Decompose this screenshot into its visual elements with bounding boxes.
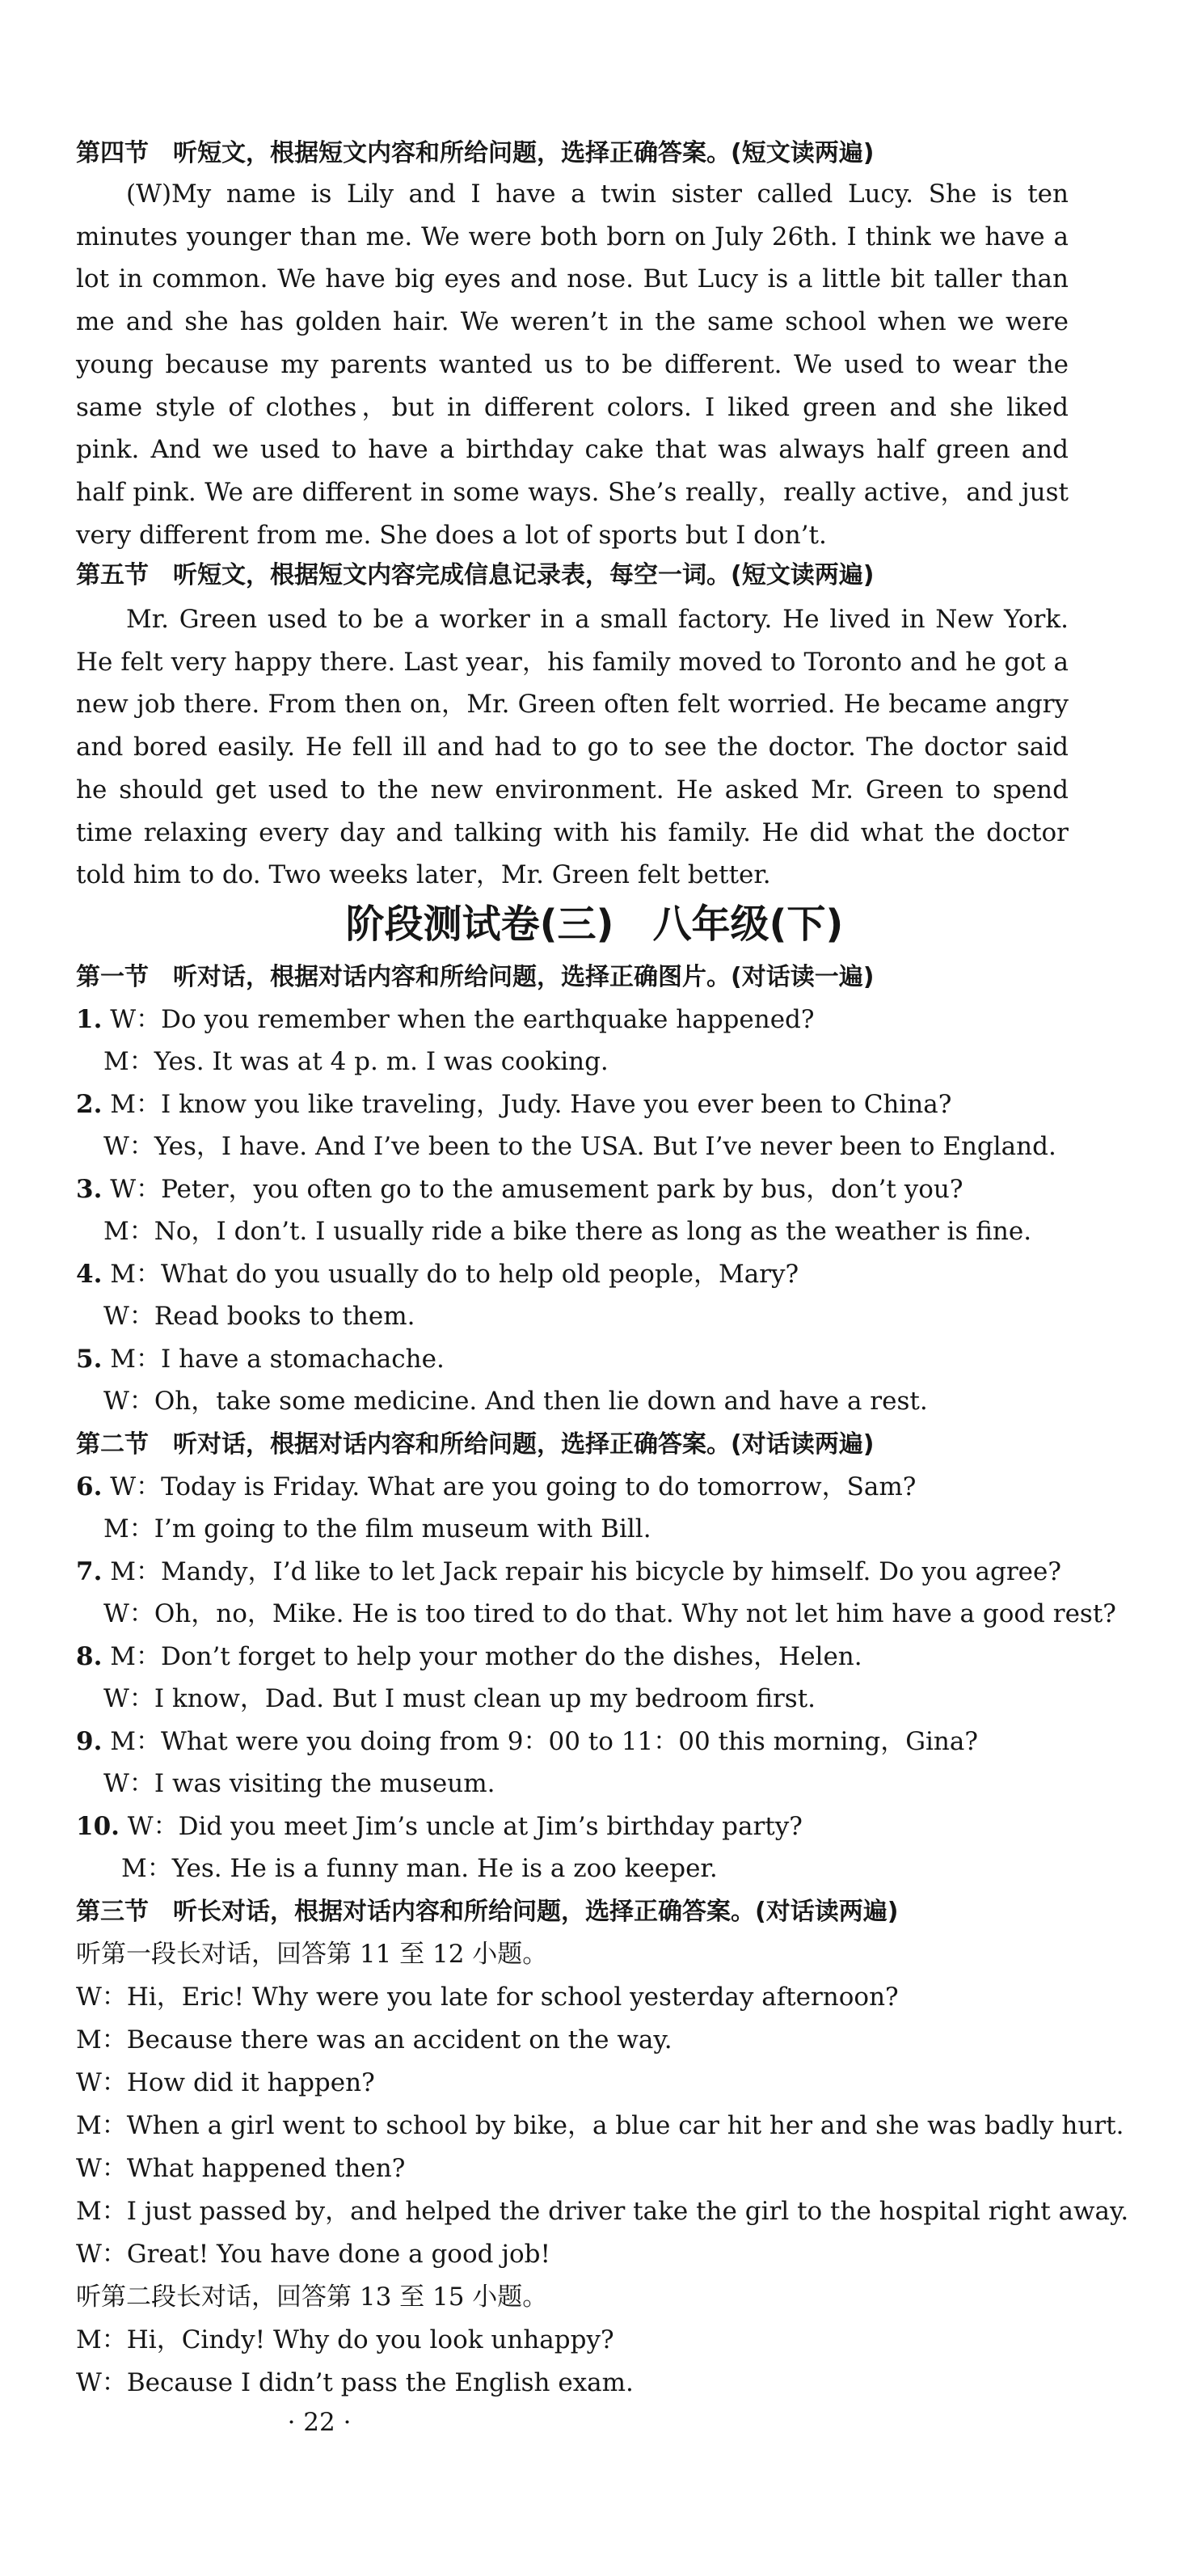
part-3-heading: 第三节 听长对话，根据对话内容和所给问题，选择正确答案。(对话读两遍) [76, 1898, 899, 1926]
part-2-heading: 第二节 听对话，根据对话内容和所给问题，选择正确答案。(对话读两遍) [76, 1430, 875, 1459]
dialog-question [76, 1556, 1061, 1588]
dialog-line: W：Oh，no，Mike. He is too tired to do that. Why not let him have a good rest? [103, 1599, 1116, 1628]
dialog-line: W：I know，Dad. But I must clean up my bedroom first. [103, 1684, 816, 1713]
dialog-line: M：Don’t forget to help your mother do the dishes，Helen. [102, 1642, 862, 1671]
dialog-line: W：I was visiting the museum. [103, 1769, 495, 1798]
dialog-line: M：Yes. He is a funny man. He is a zoo keeper. [121, 1854, 718, 1883]
instruction-line: 听第二段长对话，回答第 13 至 15 小题。 [76, 2283, 548, 2312]
dialog-line: M：When a girl went to school by bike，a blue car hit her and she was badly hurt. [76, 2111, 1124, 2140]
dialog-line: W：Hi，Eric! Why were you late for school yesterday afternoon? [76, 1983, 899, 2012]
dialog-line: M：Yes. It was at 4 p. m. I was cooking. [103, 1047, 609, 1076]
dialog-line: M：No，I don’t. I usually ride a bike there as long as the weather is fine. [103, 1217, 1032, 1246]
dialog-line: M：What were you doing from 9：00 to 11：00 this morning，Gina? [102, 1727, 978, 1756]
dialog-question [76, 1641, 862, 1673]
dialog-line: W：Yes，I have. And I’ve been to the USA. But I’ve never been to England. [103, 1132, 1056, 1161]
dialog-line: W：Because I didn’t pass the English exam. [76, 2368, 634, 2397]
section-5-passage: Mr. Green used to be a worker in a small factory. He lived in New York. He felt very happy there. Last year，his family moved to Toronto and he got a new job there. From then on，Mr. Green often felt worried. He became angry and bored easily. He fell ill and had to go to see the doctor. The doctor said he should get used to the new environment. He asked Mr. Green to spend time relaxing every day and talking with his family. He did what the doctor told him to do. Two weeks later，Mr. Green felt better. [76, 605, 1069, 890]
section-4-heading: 第四节 听短文，根据短文内容和所给问题，选择正确答案。(短文读两遍) [76, 139, 875, 167]
question-number: 6. [76, 1472, 103, 1501]
dialog-line: W：Oh，take some medicine. And then lie down and have a rest. [103, 1387, 928, 1416]
test-title: 阶段测试卷(三) 八年级(下) [345, 902, 844, 947]
dialog-line: W：Today is Friday. What are you going to do tomorrow，Sam? [102, 1472, 917, 1501]
page-number: · 22 · [287, 2408, 352, 2437]
dialog-line: M：I have a stomachache. [102, 1345, 445, 1374]
dialog-line: M：What do you usually do to help old people，Mary? [102, 1260, 799, 1289]
dialog-question [76, 1088, 951, 1121]
question-number: 2. [76, 1090, 103, 1119]
dialog-line: W：What happened then? [76, 2154, 406, 2183]
question-number: 5. [76, 1345, 103, 1374]
question-number: 1. [76, 1005, 103, 1034]
dialog-line: W：Read books to them. [103, 1302, 415, 1331]
dialog-line: W：Great! You have done a good job! [76, 2240, 550, 2269]
question-number: 3. [76, 1175, 103, 1204]
question-number: 9. [76, 1727, 103, 1756]
dialog-question [76, 1725, 978, 1758]
dialog-question [76, 1173, 963, 1206]
dialog-line: M：I’m going to the film museum with Bill. [103, 1514, 651, 1543]
dialog-line: W：Do you remember when the earthquake happened? [102, 1005, 815, 1034]
dialog-line: M：Hi，Cindy! Why do you look unhappy? [76, 2325, 614, 2354]
dialog-line: W：Did you meet Jim’s uncle at Jim’s birthday party? [119, 1812, 803, 1841]
dialog-line: M：I just passed by，and helped the driver take the girl to the hospital right away. [76, 2197, 1129, 2226]
dialog-question [76, 1471, 916, 1503]
dialog-question [76, 1810, 803, 1843]
dialog-line: M：I know you like traveling，Judy. Have you ever been to China? [102, 1090, 952, 1119]
instruction-line: 听第一段长对话，回答第 11 至 12 小题。 [76, 1940, 548, 1969]
section-4-passage: (W)My name is Lily and I have a twin sister called Lucy. She is ten minutes younger than me. We were both born on July 26th. I think we have a lot in common. We have big eyes and nose. But Lucy is a little bit taller than me and she has golden hair. We weren’t in the same school when we were young because my parents wanted us to be different. We used to wear the same style of clothes，but in different colors. I liked green and she liked pink. And we used to have a birthday cake that was always half green and half pink. We are different in some ways. She’s really，really active，and just very different from me. She does a lot of sports but I don’t. [76, 179, 1069, 550]
section-5-heading: 第五节 听短文，根据短文内容完成信息记录表，每空一词。(短文读两遍) [76, 561, 875, 589]
dialog-line: M：Because there was an accident on the way. [76, 2025, 673, 2054]
dialog-line: M：Mandy，I’d like to let Jack repair his bicycle by himself. Do you agree? [102, 1557, 1061, 1586]
question-number: 10. [76, 1812, 120, 1841]
dialog-question [76, 1003, 815, 1036]
question-number: 4. [76, 1260, 103, 1289]
question-number: 7. [76, 1557, 103, 1586]
question-number: 8. [76, 1642, 103, 1671]
dialog-line: W：Peter，you often go to the amusement park by bus，don’t you? [102, 1175, 963, 1204]
part-1-heading: 第一节 听对话，根据对话内容和所给问题，选择正确图片。(对话读一遍) [76, 963, 875, 991]
dialog-line: W：How did it happen? [76, 2068, 375, 2097]
dialog-question [76, 1258, 799, 1290]
dialog-question [76, 1343, 445, 1375]
